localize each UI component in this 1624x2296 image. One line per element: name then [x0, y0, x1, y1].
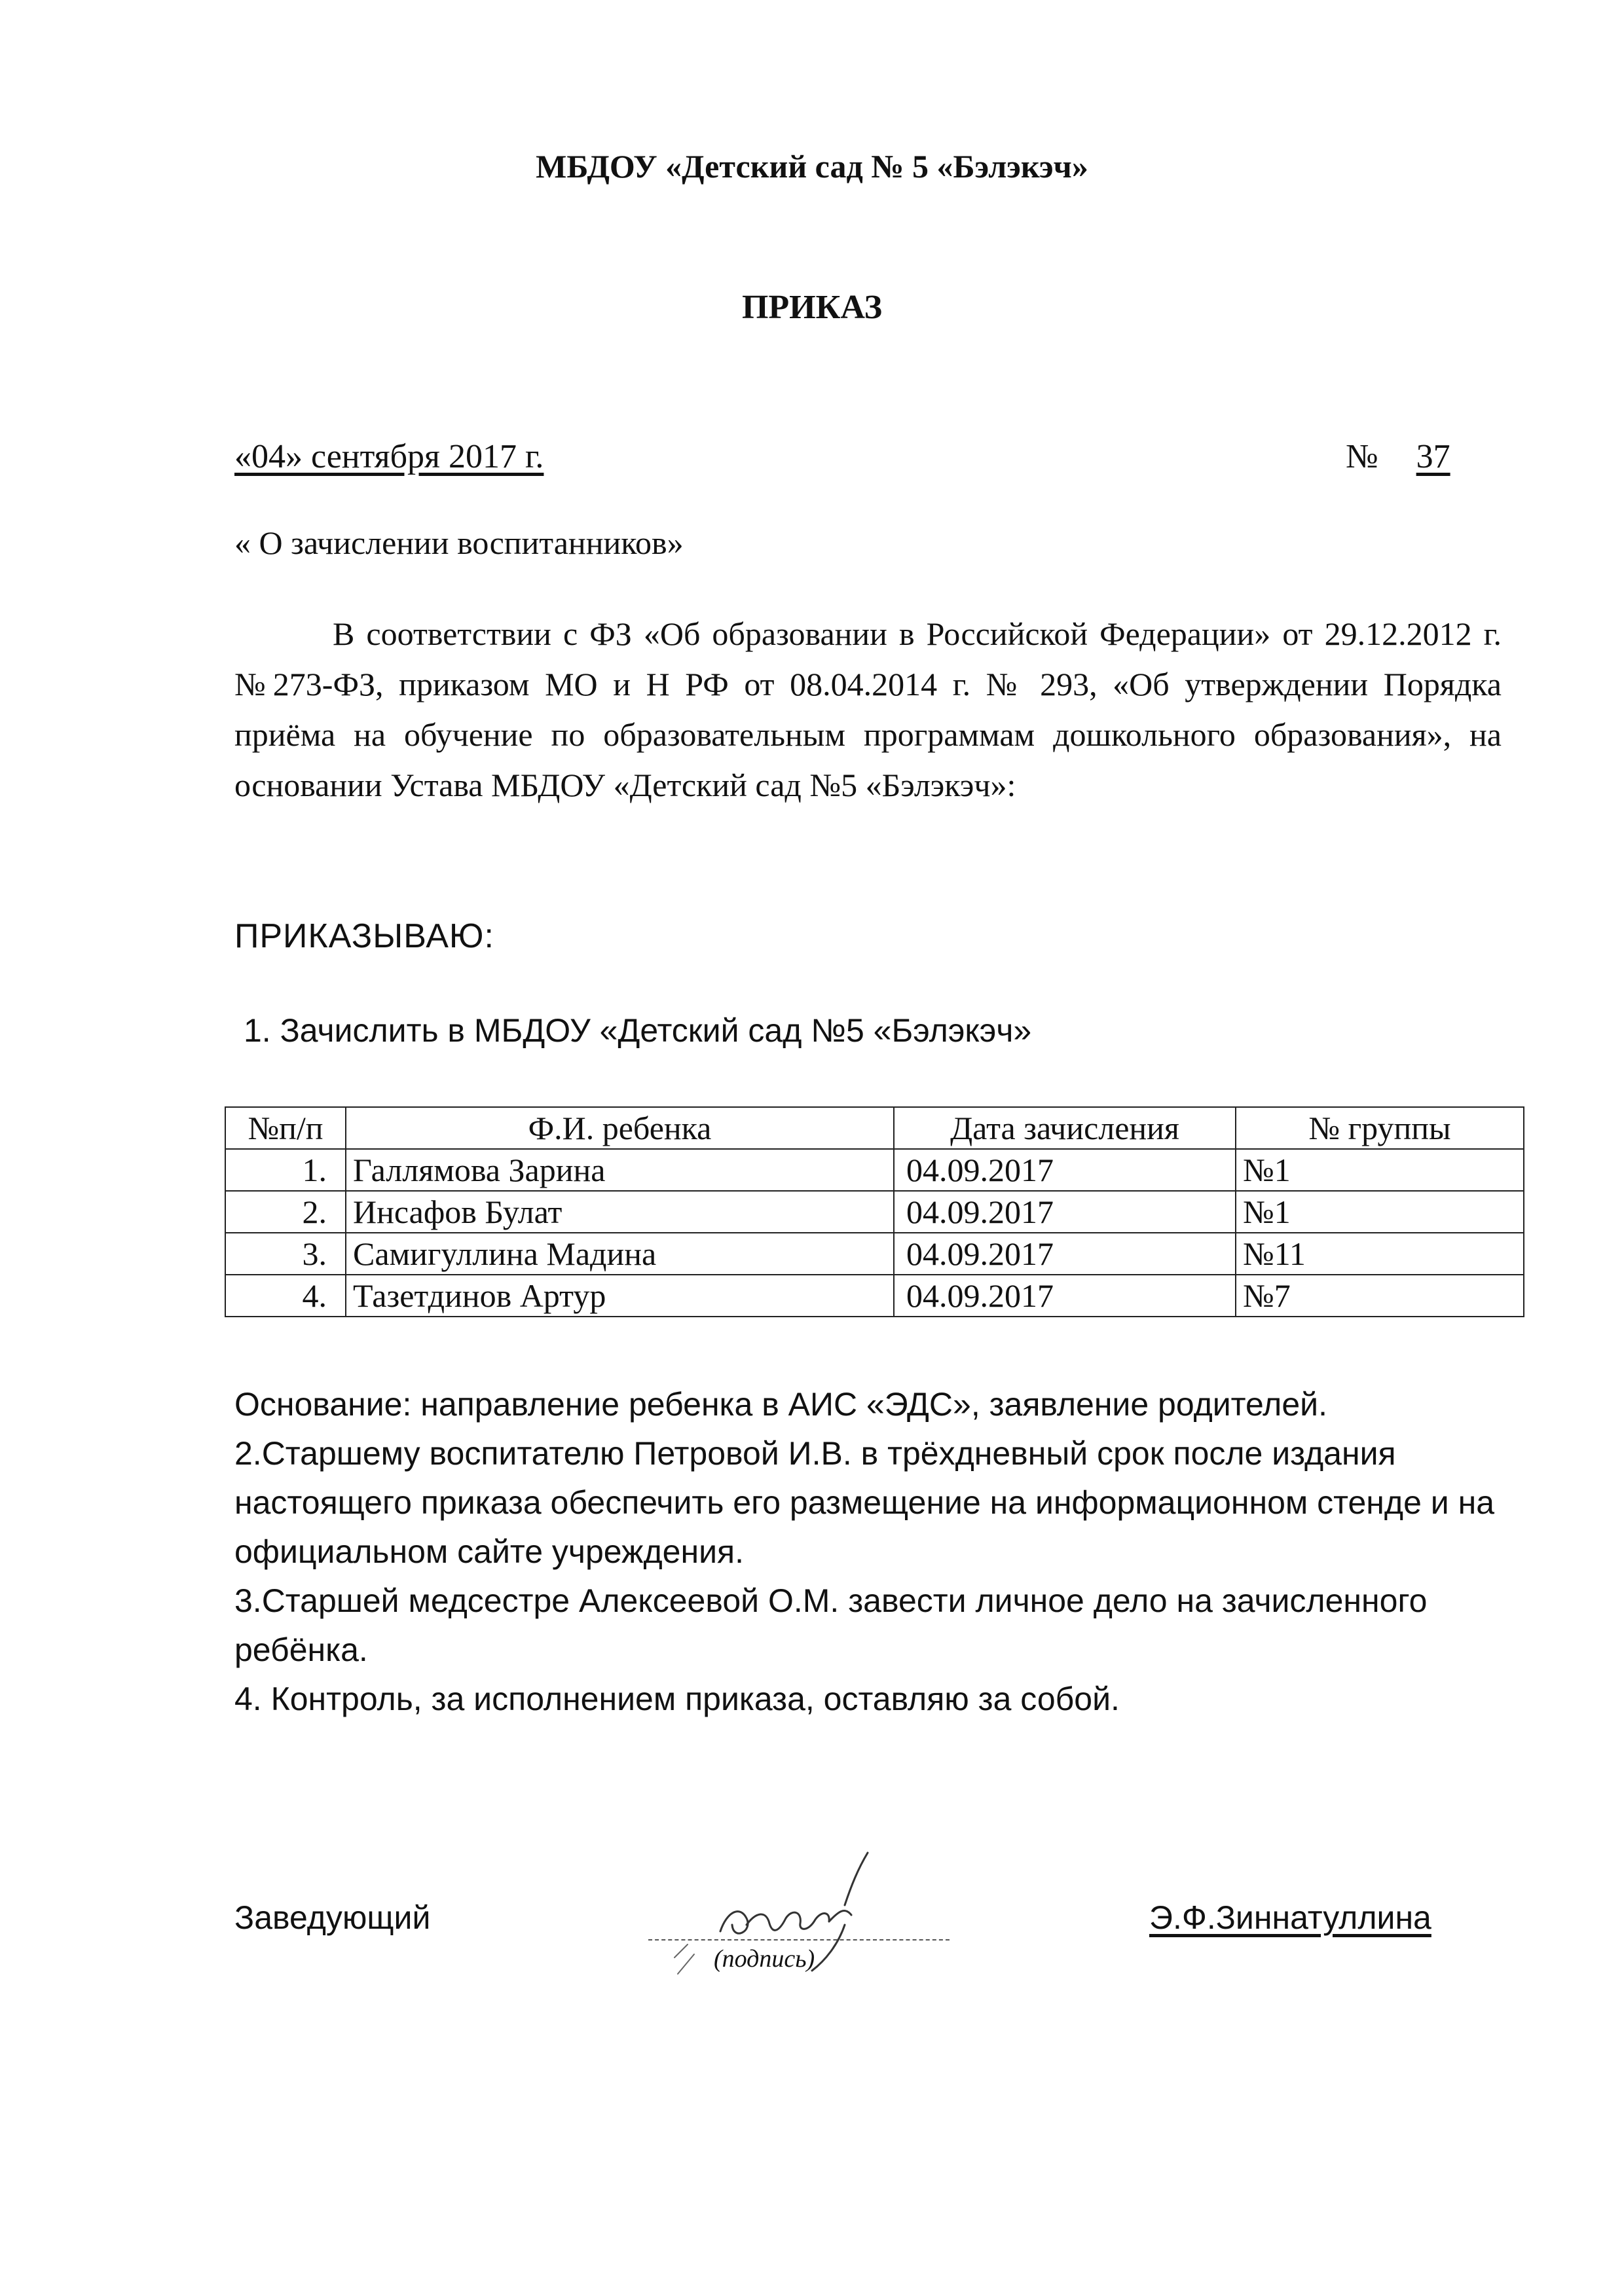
- preamble-paragraph: В соответствии с ФЗ «Об образовании в Российской Федерации» от 29.12.2012 г. №273-ФЗ, приказом МО и Н РФ от 08.04.2014 г. № 293, «Об утверждении Порядка приёма на обучение по образовательным программам дошкольного образования», на основании Устава МБДОУ «Детский сад №5 «Бэлэкэч»:: [234, 615, 1502, 803]
- document-title: ПРИКАЗ: [741, 289, 883, 326]
- item-1: 1. Зачислить в МБДОУ «Детский сад №5 «Бэлэкэч»: [244, 1012, 1032, 1049]
- organization-name: МБДОУ «Детский сад № 5 «Бэлэкэч»: [536, 148, 1088, 185]
- table-row: [225, 1149, 1524, 1191]
- signatory-name: Э.Ф.Зиннатуллина: [1149, 1899, 1431, 1936]
- order-subject: « О зачислении воспитанников»: [234, 524, 684, 561]
- order-items: [234, 1380, 1518, 1724]
- signature-hint: (подпись): [714, 1945, 815, 1973]
- cell-group: №1: [1236, 1149, 1524, 1191]
- enrollment-table: [225, 1106, 1524, 1317]
- order-date: «04» сентября 2017 г.: [234, 438, 544, 475]
- table-header-row: [225, 1107, 1524, 1149]
- order-word: ПРИКАЗЫВАЮ:: [234, 917, 494, 955]
- signatory-role: Заведующий: [234, 1899, 431, 1936]
- header-group: № группы: [1236, 1107, 1524, 1149]
- header-date: Дата зачисления: [894, 1107, 1236, 1149]
- order-number-value: 37: [1416, 438, 1450, 475]
- cell-name: Самигуллина Мадина: [346, 1233, 894, 1275]
- item-4: 4. Контроль, за исполнением приказа, оставляю за собой.: [234, 1681, 1120, 1717]
- header-name: Ф.И. ребенка: [346, 1107, 894, 1149]
- basis-text: Основание: направление ребенка в АИС «ЭДС», заявление родителей.: [234, 1386, 1327, 1423]
- cell-date: 04.09.2017: [894, 1149, 1236, 1191]
- cell-group: №11: [1236, 1233, 1524, 1275]
- cell-group: №1: [1236, 1191, 1524, 1233]
- cell-number: 4.: [225, 1275, 346, 1317]
- cell-date: 04.09.2017: [894, 1233, 1236, 1275]
- order-number: [1346, 437, 1476, 476]
- cell-number: 1.: [225, 1149, 346, 1191]
- cell-number: 3.: [225, 1233, 346, 1275]
- header-number: №п/п: [225, 1107, 346, 1149]
- table-row: [225, 1275, 1524, 1317]
- table-row: [225, 1191, 1524, 1233]
- cell-name: Галлямова Зарина: [346, 1149, 894, 1191]
- cell-number: 2.: [225, 1191, 346, 1233]
- cell-date: 04.09.2017: [894, 1275, 1236, 1317]
- cell-name: Инсафов Булат: [346, 1191, 894, 1233]
- cell-date: 04.09.2017: [894, 1191, 1236, 1233]
- cell-name: Тазетдинов Артур: [346, 1275, 894, 1317]
- table-row: [225, 1233, 1524, 1275]
- signature-line: [648, 1939, 950, 1941]
- order-number-label: №: [1346, 438, 1378, 475]
- cell-group: №7: [1236, 1275, 1524, 1317]
- item-2: 2.Старшему воспитателю Петровой И.В. в трёхдневный срок после издания настоящего приказа обеспечить его размещение на информационном стенде и на официальном сайте учреждения.: [234, 1435, 1495, 1570]
- item-3: 3.Старшей медсестре Алексеевой О.М. завести личное дело на зачисленного ребёнка.: [234, 1582, 1428, 1668]
